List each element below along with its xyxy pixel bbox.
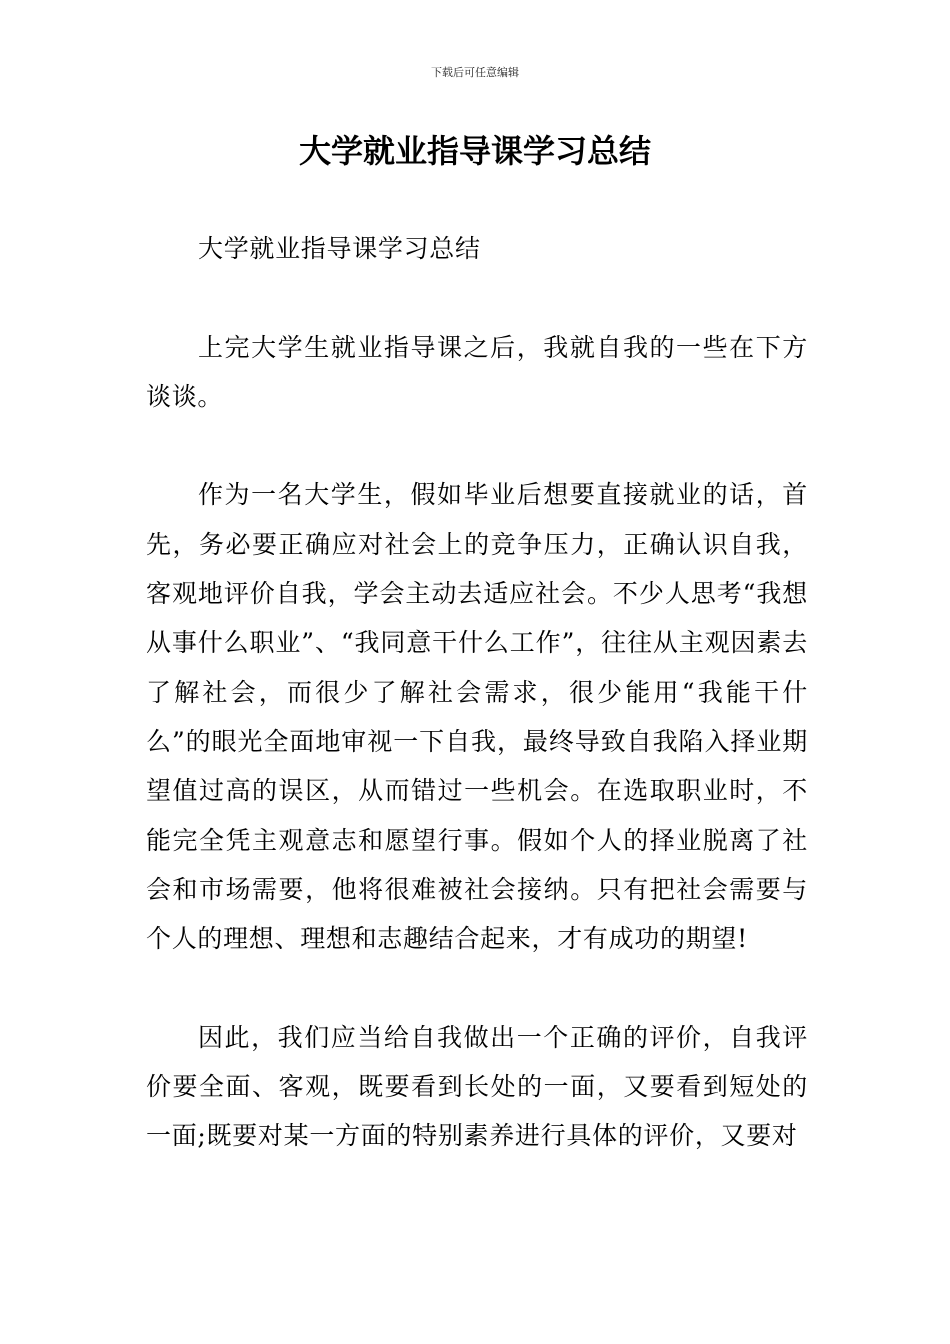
paragraph-main: 作为一名大学生，假如毕业后想要直接就业的话，首先，务必要正确应对社会上的竞争压力，正确认识自我，客观地评价自我，学会主动去适应社会。不少人思考“我想从事什么职业”、“我同意干什么工作”，往往从主观因素去了解社会，而很少了解社会需求，很少能用“我能干什么”的眼光全面地审视一下自我，最终导致自我陷入择业期望值过高的误区，从而错过一些机会。在选取职业时，不能完全凭主观意志和愿望行事。假如个人的择业脱离了社会和市场需要，他将很难被社会接纳。只有把社会需要与个人的理想、理想和志趣结合起来，才有成功的期望! [146,480,808,954]
paragraph-intro: 上完大学生就业指导课之后，我就自我的一些在下方谈谈。 [146,332,808,411]
document-title: 大学就业指导课学习总结 [298,132,651,170]
document-body [146,224,808,1210]
paragraph-subtitle: 大学就业指导课学习总结 [198,234,481,263]
paragraph-continued: 因此，我们应当给自我做出一个正确的评价，自我评价要全面、客观，既要看到长处的一面，又要看到短处的一面;既要对某一方面的特别素养进行具体的评价，又要对 [146,1022,808,1151]
header-note: 下载后可任意编辑 [431,66,519,79]
